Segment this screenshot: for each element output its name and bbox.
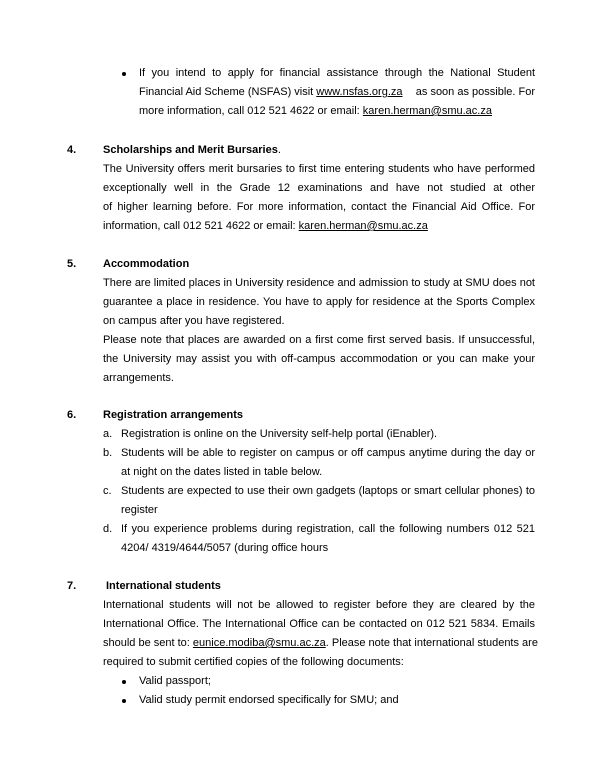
bullet-point — [122, 680, 126, 684]
s7-line-3 — [103, 636, 538, 650]
s6-item-a-line-1: Registration is online on the University self-help portal (iEnabler). — [121, 428, 438, 440]
email-link[interactable]: eunice.modiba@smu.ac.za — [192, 637, 326, 649]
s6-item-b-line-2: at night on the dates listed in table below. — [121, 466, 323, 478]
s6-item-d-line-1: If you experience problems during registration, call the following numbers 012 521 — [121, 523, 535, 535]
nsfas-line-2 — [139, 85, 535, 99]
section-number: 5. — [67, 258, 77, 270]
s7-bullet-passport: Valid passport; — [139, 675, 211, 687]
s6-item-c-line-2: register — [121, 504, 158, 516]
s4-line-3: of higher learning before. For more information, contact the Financial Aid Office. For — [103, 201, 535, 213]
s4-text: information, call 012 521 4622 or email: — [103, 220, 299, 232]
bullet-point — [122, 72, 126, 76]
s6-item-b-line-1: Students will be able to register on campus or off campus anytime during the day or — [121, 447, 535, 459]
s5-line-6: arrangements. — [103, 372, 174, 384]
list-marker: b. — [103, 447, 113, 459]
s7-text: should be sent to: — [103, 637, 193, 649]
s5-line-5: the University may assist you with off-campus accommodation or you can make your — [103, 353, 535, 365]
s7-line-4: required to submit certified copies of the following documents: — [103, 656, 404, 668]
nsfas-website-link[interactable]: www.nsfas.org.za — [316, 86, 403, 98]
email-link[interactable]: karen.herman@smu.ac.za — [362, 105, 492, 117]
section-number: 4. — [67, 144, 77, 156]
section-heading-accommodation: Accommodation — [103, 258, 190, 270]
bullet-point — [122, 699, 126, 703]
email-link[interactable]: karen.herman@smu.ac.za — [298, 220, 428, 232]
s6-item-c-line-1: Students are expected to use their own gadgets (laptops or smart cellular phones) to — [121, 485, 535, 497]
s4-line-4 — [103, 219, 428, 233]
section-number: 6. — [67, 409, 77, 421]
section-heading-registration: Registration arrangements — [103, 409, 243, 421]
s4-line-2: exceptionally well in the Grade 12 examinations and have not studied at other — [103, 182, 535, 194]
heading-punct: . — [277, 144, 281, 156]
s7-line-1: International students will not be allowed to register before they are cleared by the — [103, 599, 535, 611]
nsfas-line-1: If you intend to apply for financial assistance through the National Student — [139, 67, 535, 79]
section-heading-scholarships — [103, 143, 281, 157]
s7-text: . Please note that international students are — [325, 637, 538, 649]
s5-line-4: Please note that places are awarded on a first come first served basis. If unsuccessful, — [103, 334, 535, 346]
section-number: 7. — [67, 580, 77, 592]
list-marker: d. — [103, 523, 113, 535]
list-marker: a. — [103, 428, 113, 440]
s6-item-d-line-2: 4204/ 4319/4644/5057 (during office hours — [121, 542, 329, 554]
nsfas-text: more information, call 012 521 4622 or email: — [139, 105, 363, 117]
list-marker: c. — [103, 485, 112, 497]
nsfas-text: as soon as possible. For — [415, 86, 535, 98]
nsfas-text: Financial Aid Scheme (NSFAS) visit — [139, 86, 317, 98]
section-heading-international: International students — [106, 580, 221, 592]
s5-line-3: on campus after you have registered. — [103, 315, 285, 327]
s5-line-2: guarantee a place in residence. You have to apply for residence at the Sports Complex — [103, 296, 535, 308]
s5-line-1: There are limited places in University residence and admission to study at SMU does not — [103, 277, 535, 289]
s7-line-2: International Office. The International Office can be contacted on 012 521 5834. Emails — [103, 618, 535, 630]
s7-bullet-study-permit: Valid study permit endorsed specifically for SMU; and — [139, 694, 399, 706]
nsfas-line-3 — [139, 104, 492, 118]
s4-line-1: The University offers merit bursaries to first time entering students who have performed — [103, 163, 535, 175]
heading-text: Scholarships and Merit Bursaries — [103, 144, 278, 156]
